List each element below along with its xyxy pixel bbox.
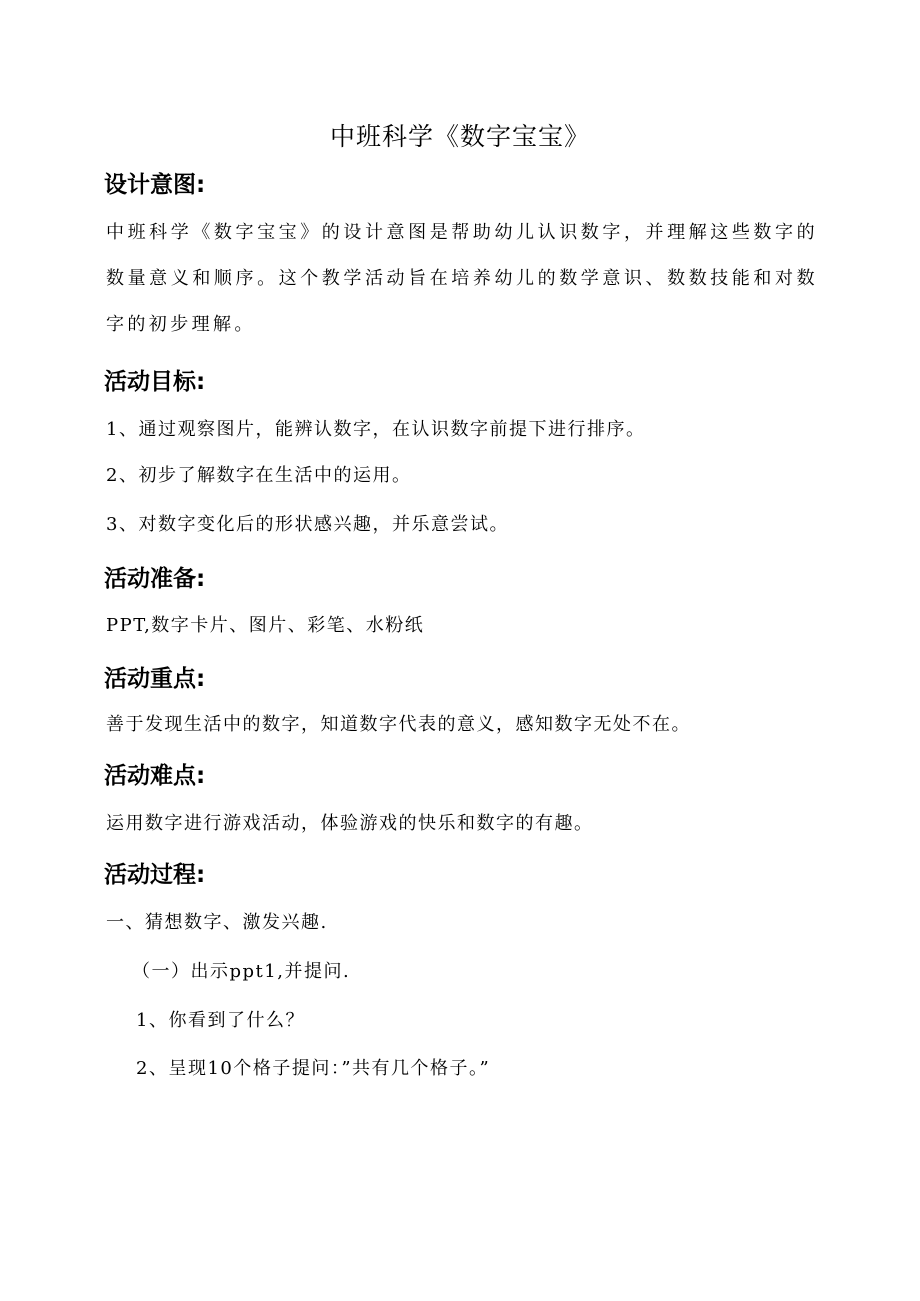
difficulties-heading: 活动难点: [104, 763, 206, 789]
goal-item-1: 1、通过观察图片，能辨认数字，在认识数字前提下进行排序。 [106, 419, 646, 440]
activity-preparation-text: PPT,数字卡片、图片、彩笔、水粉纸 [106, 615, 425, 636]
activity-goals-heading: 活动目标: [104, 369, 206, 395]
process-heading: 活动过程: [104, 862, 206, 888]
difficulties-text: 运用数字进行游戏活动，体验游戏的快乐和数字的有趣。 [106, 813, 594, 834]
process-question-1: 1、你看到了什么？ [136, 1010, 305, 1031]
key-points-text: 善于发现生活中的数字，知道数字代表的意义，感知数字无处不在。 [106, 714, 691, 735]
design-intent-heading: 设计意图: [104, 172, 206, 198]
document-title: 中班科学《数字宝宝》 [329, 122, 590, 151]
goal-item-3: 3、对数字变化后的形状感兴趣，并乐意尝试。 [106, 514, 509, 535]
activity-preparation-heading: 活动准备: [104, 566, 206, 592]
process-substep-1: （一）出示ppt1,并提问. [132, 961, 351, 982]
design-intent-text: 中班科学《数字宝宝》的设计意图是帮助幼儿认识数字，并理解这些数字的数量意义和顺序。这个教学活动旨在培养幼儿的数学意识、数数技能和对数字的初步理解。 [106, 222, 818, 335]
goal-item-2: 2、初步了解数字在生活中的运用。 [106, 465, 412, 486]
process-question-2: 2、呈现10个格子提问：”共有几个格子。” [136, 1058, 491, 1079]
process-step-1: 一、猜想数字、激发兴趣. [106, 912, 328, 933]
key-points-heading: 活动重点: [104, 666, 206, 692]
